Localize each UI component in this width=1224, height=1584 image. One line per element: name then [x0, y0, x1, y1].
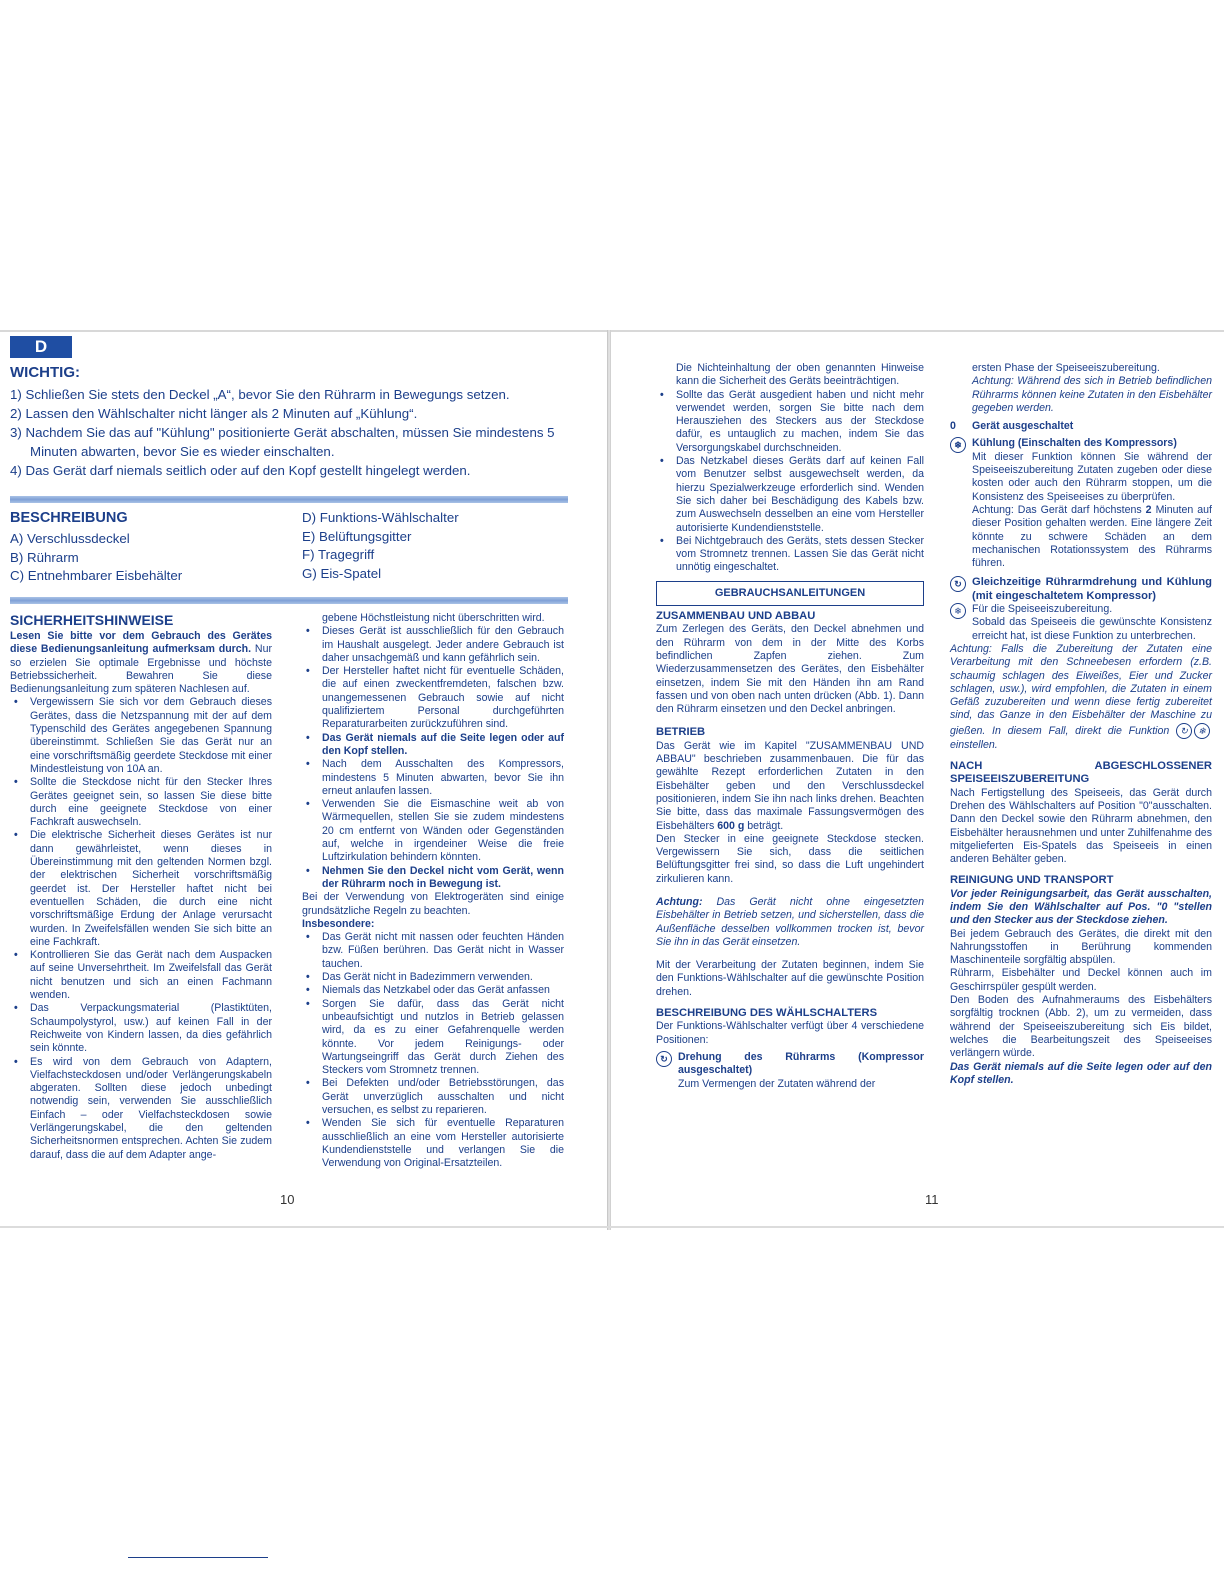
cleaning-title: REINIGUNG UND TRANSPORT [950, 874, 1114, 887]
list-item: • Niemals das Netzkabel oder das Gerät anfassen [302, 984, 564, 997]
list-item: • Vergewissern Sie sich vor dem Gebrauch dieses Gerätes, dass die Netzspannung mit der auf dem Typenschild des Gerätes angegebenen Spannung übereinstimmt. Schließen Sie das Gerät nur an eine vorschriftsmäßig geerdete Steckdose mit einer Mindestleistung von 10A an. [10, 696, 272, 776]
list-item: • Das Gerät nicht mit nassen oder feuchten Händen bzw. Füßen berühren. Das Gerät nicht in Wasser tauchen. [302, 931, 564, 971]
instructions-box-title: GEBRAUCHSANLEITUNGEN [656, 581, 924, 606]
assembly-text: Zum Zerlegen des Geräts, den Deckel abnehmen und den Rührarm von dem in der Mitte des Korbs befindlichen Zapfen ziehen. Zum Wiederzusammensetzen des Gerätes, den Eisbehälter einsetzen, indem Sie mit den Händen ihn am Rand fassen und von oben nach unten drücken (Abb. 1). Dann den Rührarm einsetzen und den Deckel anbringen. [656, 623, 924, 716]
list-item: • Kontrollieren Sie das Gerät nach dem Auspacken auf seine Unversehrtheit. Im Zweifelsfall das Gerät nicht benutzen und sich an einen Fachmann wenden. [10, 949, 272, 1002]
instructions-column-2 [950, 362, 1212, 1087]
section-divider [10, 496, 568, 503]
combined-text-part: Für die Speiseeiszubereitung. [972, 603, 1113, 616]
switch-title: BESCHREIBUNG DES WÄHLSCHALTERS [656, 1007, 878, 1020]
beschreibung-title: BESCHREIBUNG [10, 510, 128, 526]
section-divider [10, 597, 568, 604]
operation-text [656, 740, 924, 833]
achtung-note: Achtung: Während des sich in Betrieb befindlichen Rührarms können keine Zutaten in den Eisbehälter gegeben werden. [972, 375, 1212, 414]
achtung-text-end: einstellen. [950, 738, 998, 751]
safety-title: SICHERHEITSHINWEISE [10, 612, 174, 628]
position-off [950, 420, 1212, 433]
list-item: • Der Hersteller haftet nicht für eventuelle Schäden, die auf einen zweckentfremdeten, falschen bzw. unangemessenen Gebrauch sowie auf nicht qualifiziertem Personal durchgeführten Reparaturarbeiten zurückzuführen sind. [302, 665, 564, 731]
achtung-note-2 [950, 643, 1212, 752]
combined-text-2: Sobald das Speiseeis die gewünschte Konsistenz erreicht hat, ist diese Funktion zu unterbrechen. [972, 616, 1212, 642]
cleaning-warning: Vor jeder Reinigungsarbeit, das Gerät ausschalten, indem Sie den Wählschalter auf Pos. "0 "stellen und den Stecker aus der Steckdose ziehen. [950, 887, 1212, 927]
wichtig-list [10, 385, 570, 480]
safety-column-2 [302, 612, 564, 1170]
list-item: • Dieses Gerät ist ausschließlich für den Gebrauch im Haushalt ausgelegt. Jeder andere Gebrauch ist daher unsachgemäß und kann gefährlich sein. [302, 625, 564, 665]
position-zero-symbol: 0 [950, 420, 956, 433]
achtung-text: Achtung: Falls die Zubereitung der Zutaten eine Verarbeitung mit den Schneebesen erfordern (z.B. schaumig schlagen des Eiweißes, Eier und Zucker schlagen, usw.), wird empfohlen, die Zutaten in einem Gefäß zuzubereiten und wenn diese fertig zubereitet sind, das Ganze in den Eisbehälter der Maschine zu gießen. In diesem Fall, direkt die Funktion [950, 642, 1212, 737]
page-number: 10 [280, 1192, 295, 1207]
rotation-title-text: Drehung des Rührarms (Kompressor ausgeschaltet) [678, 1050, 924, 1077]
list-item-bold: • Nehmen Sie den Deckel nicht vom Gerät, wenn der Rührarm noch in Bewegung ist. [302, 865, 564, 892]
list-item: • Das Gerät nicht in Badezimmern verwenden. [302, 971, 564, 984]
part-item: C) Entnehmbarer Eisbehälter [10, 568, 183, 583]
cooling-title-text: Kühlung (Einschalten des Kompressors) [972, 437, 1177, 450]
instructions-column-1 [656, 362, 924, 1091]
list-item: • Verwenden Sie die Eismaschine weit ab von Wärmequellen, stellen Sie sie zudem mindestens 20 cm entfernt von Wänden oder Gegenständen auf, welche in irgendeiner Weise die freie Luftzirkulation behindern könnten. [302, 798, 564, 864]
part-item: A) Verschlussdeckel [10, 531, 130, 546]
list-item: • Bei Defekten und/oder Betriebsstörungen, das Gerät unverzüglich ausschalten und nicht versuchen, es selbst zu reparieren. [302, 1077, 564, 1117]
continued-text: ersten Phase der Speiseeiszubereitung. [972, 362, 1160, 374]
rotate-icon: ↻ [950, 576, 966, 592]
list-item: • Sollte die Steckdose nicht für den Stecker Ihres Gerätes geeignet sein, so lassen Sie diese bitte durch eine geeignete Steckdose von einer Fachkraft auswechseln. [10, 776, 272, 829]
switch-text: Der Funktions-Wählschalter verfügt über 4 verschiedene Positionen: [656, 1020, 924, 1046]
rules-bullets [302, 931, 564, 1170]
cleaning-text: Den Boden des Aufnahmeraums des Eisbehälters sorgfältig trocknen (Abb. 2), um zu vermeiden, dass während der Speiseeiszubereitung sich Eis bildet, welches die Bearbeitungszeit des Speiseeises verlängern würde. [950, 994, 1212, 1060]
part-item: D) Funktions-Wählschalter [302, 510, 459, 525]
wichtig-title: WICHTIG: [10, 364, 80, 381]
max-minutes-value: 2 [1145, 503, 1152, 516]
list-item: • Bei Nichtgebrauch des Geräts, stets dessen Stecker vom Stromnetz trennen. Lassen Sie das Gerät nicht unnötig eingeschaltet. [656, 535, 924, 575]
list-item: • Das Netzkabel dieses Geräts darf auf keinen Fall vom Benutzer selbst ausgewechselt werden, da hierzu Spezialwerkzeuge erforderlich sind. Wenden Sie sich daher bei Beschädigung des Kabels bzw. zum Auswechseln desselben an eine vom Hersteller autorisierte Kundendienststelle. [656, 455, 924, 535]
footnote-rule [128, 1557, 268, 1558]
rotate-icon: ↻ [1176, 723, 1192, 739]
combined-title [950, 576, 1212, 603]
list-item-bold: • Das Gerät niemals auf die Seite legen oder auf den Kopf stellen. [302, 732, 564, 759]
snowflake-icon: ❄ [1194, 723, 1210, 739]
cleaning-final-warning: Das Gerät niemals auf die Seite legen oder auf den Kopf stellen. [950, 1060, 1212, 1086]
rules-subtitle: Insbesondere: [302, 917, 375, 930]
cleaning-text: Bei jedem Gebrauch des Gerätes, die direkt mit den Nahrungsstoffen in Berührung kommenden Maschinenteile sorgfältig abspülen. [950, 927, 1212, 967]
wichtig-item: 1) Schließen Sie stets den Deckel „A“, bevor Sie den Rührarm in Bewegungs setzen. [10, 387, 510, 402]
part-item: E) Belüftungsgitter [302, 528, 412, 544]
combined-title-text: Gleichzeitige Rührarmdrehung und Kühlung (mit eingeschaltetem Kompressor) [972, 576, 1212, 602]
intro-text: Die Nichteinhaltung der oben genannten Hinweise kann die Sicherheit des Geräts beeinträchtigen. [676, 362, 924, 388]
rotate-icon: ↻ [656, 1051, 672, 1067]
safety-intro-text: Nur so erzielen Sie optimale Ergebnisse und höchste Betriebssicherheit. Bewahren Sie diese Bedienungsanleitung zum späteren Nachlesen auf. [10, 643, 272, 696]
list-item: • Wenden Sie sich für eventuelle Reparaturen ausschließlich an eine vom Hersteller autorisierte Kundendienststelle und verlangen Sie die Verwendung von Original-Ersatzteilen. [302, 1117, 564, 1170]
cooling-title [950, 437, 1212, 450]
language-badge: D [10, 336, 72, 358]
list-item: • Sorgen Sie dafür, dass das Gerät nicht unbeaufsichtigt und nutzlos in Betrieb gelassen wird, da es zu einer Gefahrenquelle werden könnte. Vor jedem Reinigungs- oder Wartungseingriff das Gerät durch Ziehen des Steckers vom Stromnetz trennen. [302, 998, 564, 1078]
wichtig-item: 4) Das Gerät darf niemals seitlich oder auf den Kopf gestellt hingelegt werden. [10, 463, 471, 478]
operation-text-2: Den Stecker in eine geeignete Steckdose stecken. Vergewissern Sie sich, dass die seitlichen Belüftungsgitter frei sind, so dass die Luft ungehindert zirkulieren kann. [656, 832, 924, 885]
cooling-achtung [950, 504, 1212, 570]
cooling-achtung-part: Achtung: Das Gerät darf höchstens [972, 503, 1146, 516]
continued-text: gebene Höchstleistung nicht überschritten wird. [322, 612, 545, 624]
after-title: NACH ABGESCHLOSSENER SPEISEEISZUBEREITUNG [950, 760, 1212, 786]
achtung-label: Achtung: [656, 895, 703, 908]
safety-intro [10, 630, 272, 696]
capacity-value: 600 g [717, 819, 745, 832]
cooling-text: Mit dieser Funktion können Sie während der Speiseeiszubereitung Zutaten zugeben oder diese kosten oder auch den Rührarm stoppen, um die Konsistenz des Speiseeises zu überprüfen. [972, 450, 1212, 503]
combined-text [950, 603, 1212, 616]
wichtig-item: 2) Lassen den Wählschalter nicht länger als 2 Minuten auf „Kühlung“. [10, 406, 418, 421]
safety-column-1 [10, 612, 272, 1162]
part-item: F) Tragegriff [302, 547, 375, 562]
operation-text-part: Das Gerät wie im Kapitel "ZUSAMMENBAU UND ABBAU" beschrieben zusammenbauen. Die für das gewählte Rezept erforderlichen Zutaten in den Eisbehälter geben und den Verschlussdeckel positionieren, indem Sie ihn nach links drehen. Beachten Sie bitte, dass das maximale Fassungsvermögen des Eisbehälters [656, 739, 924, 832]
beschreibung-list-a [10, 530, 182, 586]
list-item: • Es wird von dem Gebrauch von Adaptern, Vielfachsteckdosen und/oder Verlängerungskabeln abgeraten. Sollten diese jedoch unbedingt notwendig sein, verwenden Sie ausschließlich Einfach – oder Vielfachsteckdosen sowie Verlängerungskabel, die den geltenden Sicherheitsnormen entsprechen. Achten Sie zudem darauf, dass die auf dem Adapter ange- [10, 1056, 272, 1162]
cleaning-text: Rührarm, Eisbehälter und Deckel können auch im Geschirrspüler gespült werden. [950, 967, 1212, 993]
assembly-title: ZUSAMMENBAU UND ABBAU [656, 610, 816, 623]
beschreibung-list-b [302, 509, 459, 583]
processing-text: Mit der Verarbeitung der Zutaten beginnen, indem Sie den Funktions-Wählschalter auf die gewünschte Position drehen. [656, 959, 924, 998]
wichtig-item: 3) Nachdem Sie das auf "Kühlung" positionierte Gerät abschalten, müssen Sie mindestens 5 Minuten abwarten, bevor Sie es wieder einschalten. [10, 425, 555, 459]
position-off-title: Gerät ausgeschaltet [972, 420, 1074, 433]
safety-intro-bold: Lesen Sie bitte vor dem Gebrauch des Gerätes diese Bedienungsanleitung aufmerksam durch. [10, 630, 272, 656]
list-item: • Die elektrische Sicherheit dieses Gerätes ist nur dann gewährleistet, wenn dieses in Übereinstimmung mit den geltenden Normen bzgl. der elektrischen Sicherheit vorschriftsmäßig geerdet ist. Der Hersteller haftet nicht bei eventuellen Schäden, die durch eine nicht vorschriftsmäßige Erdung der Anlage verursacht wurden. In Zweifelsfällen wenden Sie sich bitte an eine Fachkraft. [10, 829, 272, 949]
operation-text-part: beträgt. [744, 819, 784, 832]
cooling-achtung-part: Minuten auf dieser Position gehalten werden. Eine längere Zeit könnte zu schwere Schäden an dem mechanischen Rotationssystem des Rührarms führen. [972, 503, 1212, 570]
rules-paragraph: Bei der Verwendung von Elektrogeräten sind einige grundsätzliche Regeln zu beachten. [302, 891, 564, 917]
part-item: B) Rührarm [10, 549, 79, 565]
achtung-note [656, 896, 924, 949]
snowflake-icon: ❄ [950, 603, 966, 619]
page-number: 11 [925, 1192, 939, 1207]
snowflake-icon: ❄ [950, 437, 966, 453]
rotation-text: Zum Vermengen der Zutaten während der [678, 1077, 876, 1090]
page-bottom-edge [0, 1226, 1224, 1228]
part-item: G) Eis-Spatel [302, 565, 382, 581]
rotation-title [656, 1051, 924, 1078]
safety-bullets [10, 696, 272, 1161]
operation-title: BETRIEB [656, 726, 706, 739]
list-item: • Nach dem Ausschalten des Kompressors, mindestens 5 Minuten abwarten, bevor Sie ihn erneut anlaufen lassen. [302, 758, 564, 798]
list-item: • Sollte das Gerät ausgedient haben und nicht mehr verwendet werden, sorgen Sie bitte nach dem Herausziehen des Steckers aus der Steckdose dafür, es untauglich zu machen, indem Sie das Versorgungskabel durchschneiden. [656, 389, 924, 455]
after-text: Nach Fertigstellung des Speiseeis, das Gerät durch Drehen des Wählschalters auf Position "0"ausschalten. Dann den Deckel sowie den Rührarm abnehmen, den Eisbehälter herausnehmen und unter Zuhilfenahme des mitgelieferten Eis-Spatels das Speiseeis in einen anderen Behälter geben. [950, 786, 1212, 866]
achtung-text: Das Gerät nicht ohne eingesetzten Eisbehälter in Betrieb setzen, und sicherstellen, dass die Außenfläche desselben vollkommen trocken ist, bevor Sie ihn in das Gerät einsetzen. [656, 895, 924, 948]
list-item: • Das Verpackungsmaterial (Plastiktüten, Schaumpolystyrol, usw.) auf keinen Fall in der Reichweite von Kindern lassen, da dies gefährlich sein könnte. [10, 1002, 272, 1055]
book-spine [607, 330, 611, 1230]
safety-bullets [302, 625, 564, 891]
safety-bullets [656, 389, 924, 575]
